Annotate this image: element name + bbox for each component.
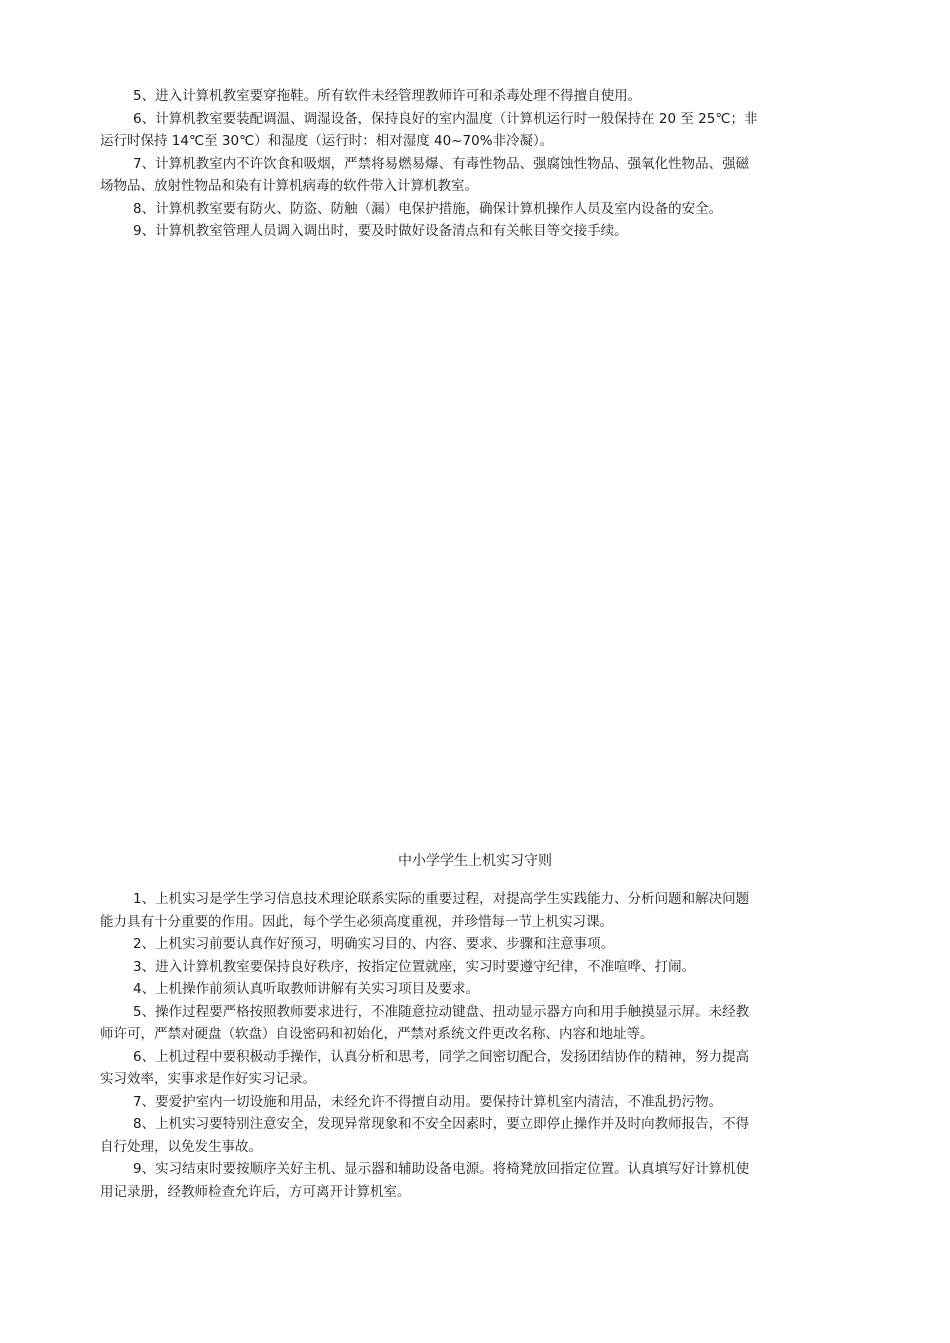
rule-line: 5、操作过程要严格按照教师要求进行，不准随意拉动键盘、扭动显示器方向和用手触摸显示屏。未经教 (133, 1003, 750, 1020)
rule-item (100, 1046, 845, 1091)
rule-line: 师许可，严禁对硬盘（软盘）自设密码和初始化，严禁对系统文件更改名称、内容和地址等。 (100, 1026, 654, 1042)
rule-item (100, 1158, 845, 1203)
rule-item (100, 198, 845, 221)
rule-line: 能力具有十分重要的作用。因此，每个学生必须高度重视，并珍惜每一节上机实习课。 (100, 913, 613, 930)
rule-item (100, 220, 845, 243)
rule-line: 实习效率，实事求是作好实习记录。 (100, 1071, 316, 1087)
section-title: 中小学学生上机实习守则 (398, 853, 552, 869)
rule-line: 3、进入计算机教室要保持良好秩序，按指定位置就座，实习时要遵守纪律，不准喧哗、打闹。 (133, 958, 696, 975)
rule-item (100, 888, 845, 933)
rule-line: 9、实习结束时要按顺序关好主机、显示器和辅助设备电源。将椅凳放回指定位置。认真填写好计算机使 (133, 1161, 750, 1177)
rule-line: 4、上机操作前须认真听取教师讲解有关实习项目及要求。 (133, 981, 480, 997)
rule-item (100, 1091, 845, 1114)
rule-item (100, 933, 845, 956)
rule-line: 1、上机实习是学生学习信息技术理论联系实际的重要过程，对提高学生实践能力、分析问题和解决问题 (133, 891, 750, 907)
rule-line: 用记录册，经教师检查允许后，方可离开计算机室。 (100, 1183, 411, 1200)
rule-line: 9、计算机教室管理人员调入调出时，要及时做好设备清点和有关帐目等交接手续。 (133, 223, 628, 239)
rule-line: 场物品、放射性物品和染有计算机病毒的软件带入计算机教室。 (100, 178, 478, 194)
rule-line: 运行时保持 14℃至 30℃）和湿度（运行时：相对湿度 40~70%非冷凝）。 (100, 133, 554, 149)
rule-item (100, 108, 845, 153)
rule-line: 2、上机实习前要认真作好预习，明确实习目的、内容、要求、步骤和注意事项。 (133, 936, 615, 952)
top-rules-list (100, 85, 845, 243)
rule-line: 7、计算机教室内不许饮食和吸烟，严禁将易燃易爆、有毒性物品、强腐蚀性物品、强氧化性物品、强磁 (133, 155, 750, 172)
rule-item (100, 956, 845, 979)
rule-item (100, 978, 845, 1001)
rule-line: 8、计算机教室要有防火、防盗、防触（漏）电保护措施，确保计算机操作人员及室内设备的安全。 (133, 200, 723, 217)
rule-line: 6、计算机教室要装配调温、调湿设备，保持良好的室内温度（计算机运行时一般保持在 20 至 25℃；非 (133, 110, 758, 127)
rule-line: 8、上机实习要特别注意安全，发现异常现象和不安全因素时，要立即停止操作并及时向教师报告，不得 (133, 1116, 750, 1132)
bottom-rules-list (100, 888, 845, 1203)
rule-line: 5、进入计算机教室要穿拖鞋。所有软件未经管理教师许可和杀毒处理不得擅自使用。 (133, 88, 642, 104)
rule-line: 6、上机过程中要积极动手操作，认真分析和思考，同学之间密切配合，发扬团结协作的精神，努力提高 (133, 1048, 750, 1065)
rule-line: 7、要爱护室内一切设施和用品，未经允许不得擅自动用。要保持计算机室内清洁，不准乱扔污物。 (133, 1093, 723, 1110)
rule-item (100, 153, 845, 198)
rule-line: 自行处理，以免发生事故。 (100, 1138, 262, 1155)
rule-item (100, 1113, 845, 1158)
rule-item (100, 1001, 845, 1046)
rule-item (100, 85, 845, 108)
